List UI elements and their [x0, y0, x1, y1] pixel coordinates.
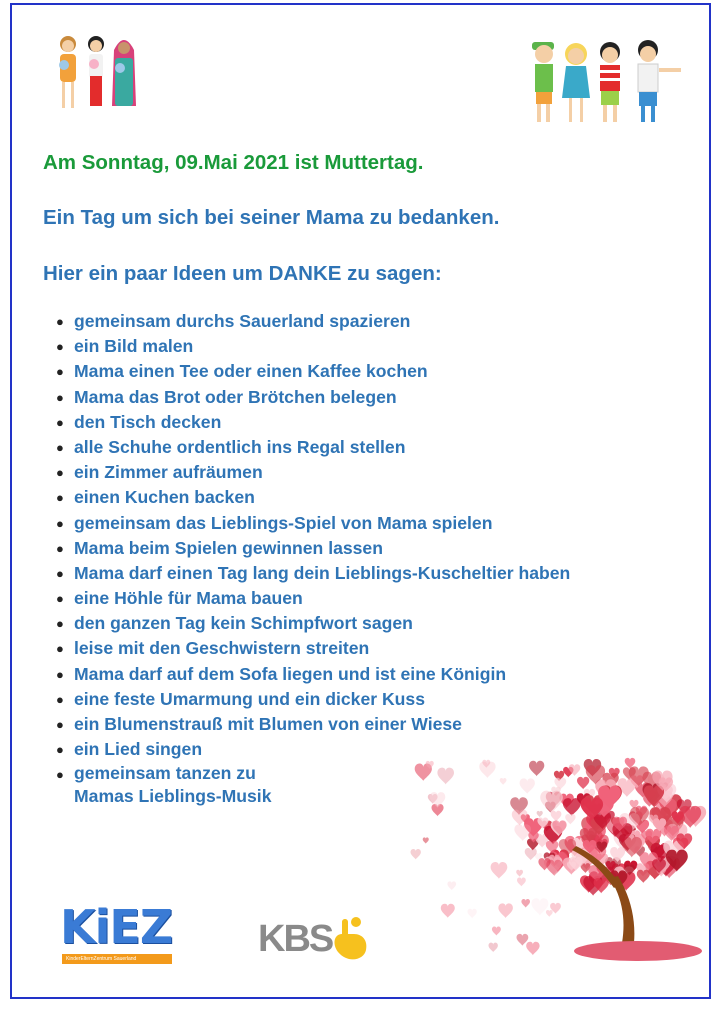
list-item-text: alle Schuhe ordentlich ins Regal stellen [74, 436, 406, 457]
bullet-icon: ● [56, 540, 64, 556]
heart-icon [529, 761, 544, 777]
bullet-icon: ● [56, 641, 64, 657]
kiez-logo [60, 900, 190, 970]
bullet-icon: ● [56, 767, 64, 783]
heart-icon [546, 910, 553, 917]
heart-icon [551, 811, 562, 822]
child-3 [600, 42, 620, 122]
list-item-text: ein Lied singen [74, 739, 203, 760]
bullet-icon: ● [56, 389, 64, 405]
kiez-logo-tagline: KinderElternZentrum Sauerland [62, 954, 172, 964]
mother-3 [112, 40, 136, 106]
bullet-icon: ● [56, 742, 64, 758]
kbs-hand-icon [328, 914, 372, 964]
heart-icon [447, 881, 456, 890]
heart-icon [521, 899, 530, 908]
heart-icon [489, 943, 498, 953]
list-item [56, 712, 570, 737]
bullet-icon: ● [56, 616, 64, 632]
list-item-text: den Tisch decken [74, 411, 222, 432]
kbs-logo-word: KBS [258, 918, 333, 960]
heart-icon [577, 777, 589, 789]
list-item-text: einen Kuchen backen [74, 487, 255, 508]
heart-icon [517, 877, 526, 886]
bullet-icon: ● [56, 414, 64, 430]
bullet-icon: ● [56, 339, 64, 355]
heart-icon [492, 926, 501, 935]
list-item [56, 435, 570, 460]
heart-icon [514, 824, 531, 841]
list-item [56, 662, 570, 687]
heart-icon [491, 862, 508, 879]
list-item [56, 359, 570, 384]
mother-2 [88, 36, 104, 106]
bullet-icon: ● [56, 314, 64, 329]
heart-icon [437, 768, 454, 785]
child-4 [638, 40, 681, 122]
list-item [56, 536, 570, 561]
ground [574, 941, 702, 961]
list-item-text: eine Höhle für Mama bauen [74, 588, 303, 609]
heart-icon [565, 814, 575, 825]
list-item [56, 636, 570, 661]
list-item-text: Mama beim Spielen gewinnen lassen [74, 537, 383, 558]
kiez-logo-word: KiEZ [60, 900, 173, 954]
intro-heading: Ein Tag um sich bei seiner Mama zu bedanken. [43, 206, 500, 229]
list-item-text: leise mit den Geschwistern streiten [74, 638, 370, 659]
heart-icon [537, 811, 543, 817]
list-item-text: ein Zimmer aufräumen [74, 462, 263, 483]
list-item-text: Mama darf einen Tag lang dein Lieblings-Kuscheltier haben [74, 562, 571, 583]
heart-icon [525, 848, 537, 860]
tree-hearts [411, 758, 707, 955]
child-1 [532, 42, 554, 122]
list-item-text: den ganzen Tag kein Schimpfwort sagen [74, 613, 413, 634]
ideas-list [56, 309, 570, 812]
list-item [56, 410, 570, 435]
list-item-text: eine feste Umarmung und ein dicker Kuss [74, 688, 425, 709]
heart-icon [441, 904, 455, 918]
list-item-text-line2: Mamas Lieblings-Musik [74, 786, 272, 807]
list-item-text-line1: gemeinsam tanzen zu [74, 763, 256, 784]
list-item [56, 309, 570, 334]
heart-tree-illustration [400, 738, 700, 973]
bullet-icon: ● [56, 717, 64, 732]
list-item [56, 485, 570, 510]
mothers-day-date-heading: Am Sonntag, 09.Mai 2021 ist Muttertag. [43, 151, 424, 174]
list-item [56, 385, 570, 410]
list-item-text: ein Bild malen [74, 336, 194, 357]
heart-icon [498, 903, 513, 918]
bullet-icon: ● [56, 565, 64, 581]
list-item-text: Mama darf auf dem Sofa liegen und ist eine Königin [74, 663, 507, 684]
list-item [56, 460, 570, 485]
bullet-icon: ● [56, 666, 64, 682]
heart-icon [531, 898, 548, 915]
kbs-logo [258, 912, 378, 972]
list-item [56, 334, 570, 359]
mothers-illustration [50, 30, 150, 115]
list-item-text: gemeinsam das Lieblings-Spiel von Mama spielen [74, 512, 493, 533]
bullet-icon: ● [56, 591, 64, 607]
child-2 [562, 43, 590, 122]
list-item [56, 561, 570, 586]
bullet-icon: ● [56, 691, 64, 707]
mother-1 [59, 36, 76, 108]
heart-icon [423, 837, 429, 843]
list-item [56, 511, 570, 536]
list-item [56, 687, 570, 712]
bullet-icon: ● [56, 439, 64, 455]
children-illustration [528, 36, 688, 128]
heart-icon [520, 778, 535, 794]
bullet-icon: ● [56, 490, 64, 506]
bullet-icon: ● [56, 364, 64, 380]
bullet-icon: ● [56, 515, 64, 531]
heart-icon [516, 870, 523, 877]
list-item-text: Mama das Brot oder Brötchen belegen [74, 386, 397, 407]
list-item-text: Mama einen Tee oder einen Kaffee kochen [74, 361, 428, 382]
bullet-icon: ● [56, 465, 64, 481]
list-item-text: gemeinsam durchs Sauerland spazieren [74, 311, 411, 331]
heart-icon [468, 909, 477, 918]
list-item-text: ein Blumenstrauß mit Blumen von einer Wiese [74, 714, 462, 734]
heart-icon [517, 934, 529, 946]
heart-icon [411, 849, 421, 860]
list-item [56, 611, 570, 636]
heart-icon [526, 942, 539, 956]
heart-icon [500, 778, 507, 785]
ideas-title-heading: Hier ein paar Ideen um DANKE zu sagen: [43, 262, 442, 285]
list-item [56, 586, 570, 611]
